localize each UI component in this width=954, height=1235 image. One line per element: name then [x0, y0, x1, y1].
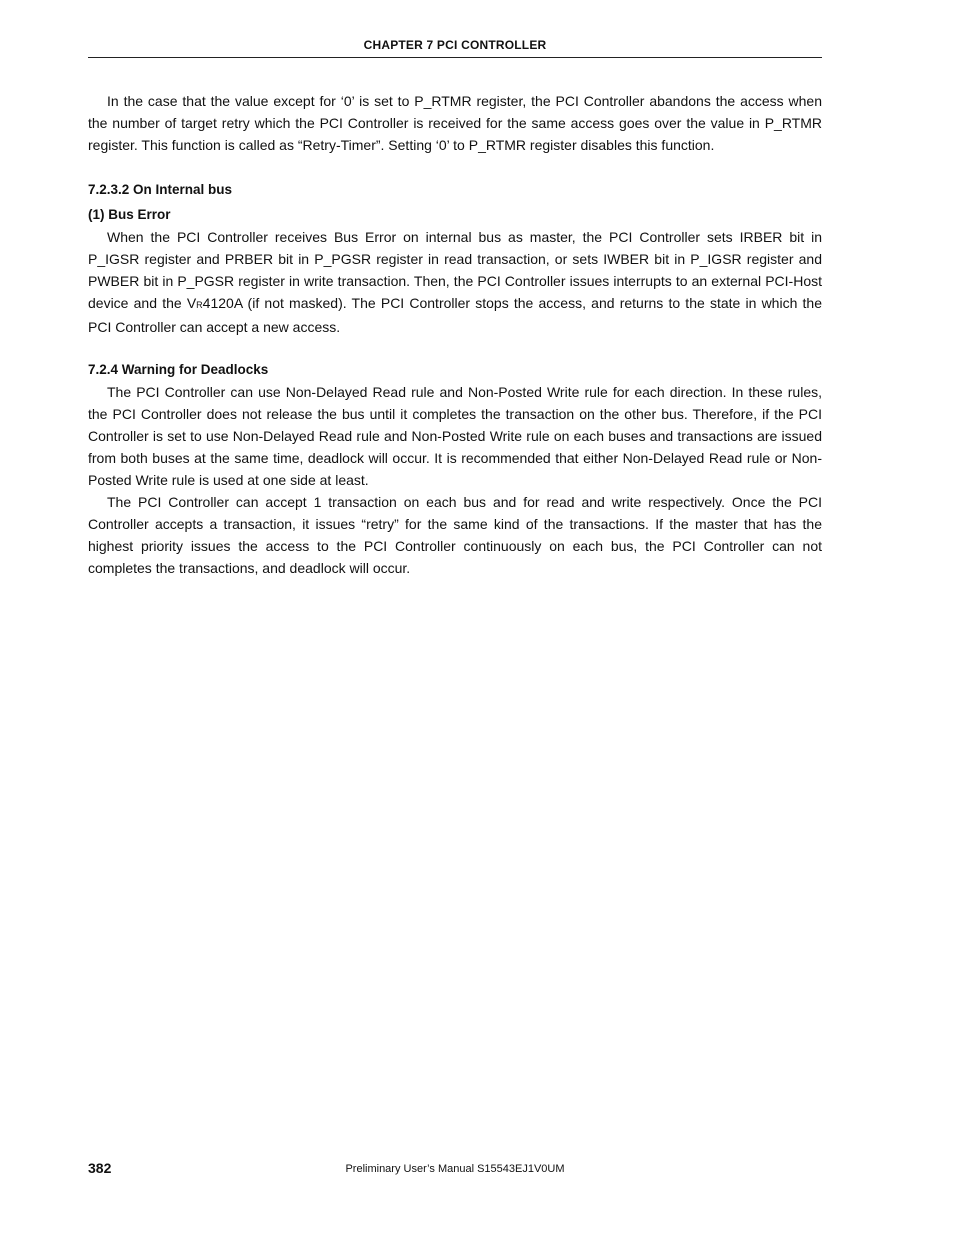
- bus-error-paragraph: [88, 226, 822, 338]
- bus-error-text-after: 4120A (if not masked). The PCI Controller stops the access, and returns to the state in which the PCI Controller can accept a new access.: [88, 295, 822, 335]
- page-number: 382: [88, 1160, 112, 1176]
- section-heading-724: 7.2.4 Warning for Deadlocks: [88, 362, 269, 377]
- manual-footer: Preliminary User’s Manual S15543EJ1V0UM: [345, 1163, 565, 1175]
- deadlock-paragraph-1: The PCI Controller can use Non-Delayed Read rule and Non-Posted Write rule for each direction. In these rules, the PCI Controller does not release the bus until it completes the transaction on the other bus. Therefore, if the PCI Controller is set to use Non-Delayed Read rule and Non-Posted Write rule on each buses and transactions are issued from both buses at the same time, deadlock will occur. It is recommended that either Non-Delayed Read rule or Non-Posted Write rule is used at one side at least.: [88, 384, 822, 488]
- section-heading-7232: 7.2.3.2 On Internal bus: [88, 182, 233, 197]
- vr-subscript: R: [196, 300, 203, 310]
- bus-error-text-before: When the PCI Controller receives Bus Error on internal bus as master, the PCI Controller sets IRBER bit in P_IGSR register and PRBER bit in P_PGSR register in read transaction, or sets IWBER bit in P_IGSR register and PWBER bit in P_PGSR register in write transaction. Then, the PCI Controller issues interrupts to an external PCI-Host device and the V: [88, 229, 822, 311]
- page-content: [88, 90, 822, 579]
- intro-paragraph: In the case that the value except for ‘0’ is set to P_RTMR register, the PCI Controller abandons the access when the number of target retry which the PCI Controller is received for the same access goes over the value in P_RTMR register. This function is called as “Retry-Timer”. Setting ‘0’ to P_RTMR register disables this function.: [88, 93, 822, 153]
- chapter-header: CHAPTER 7 PCI CONTROLLER: [363, 38, 547, 52]
- header-rule: [88, 57, 822, 58]
- subsection-heading-bus-error: (1) Bus Error: [88, 207, 171, 222]
- deadlock-paragraph-2: The PCI Controller can accept 1 transaction on each bus and for read and write respectively. Once the PCI Controller accepts a transaction, it issues “retry” for the same kind of the transactions. If the master that has the highest priority issues the access to the PCI Controller continuously on each bus, the PCI Controller can not completes the transactions, and deadlock will occur.: [88, 494, 822, 576]
